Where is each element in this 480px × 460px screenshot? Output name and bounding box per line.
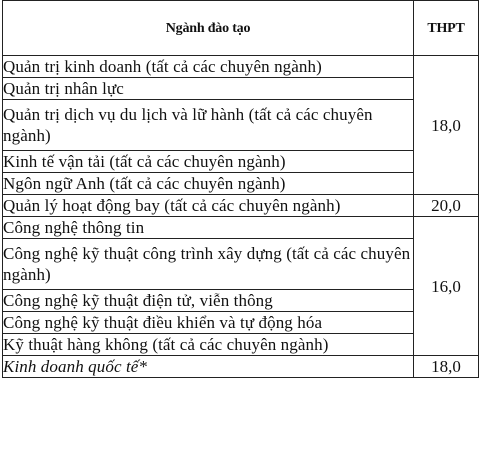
table-row <box>3 100 479 151</box>
table-header-row <box>3 1 479 56</box>
table-row <box>3 334 479 356</box>
major-cell: Kinh doanh quốc tế* <box>3 356 414 378</box>
table-row <box>3 78 479 100</box>
admission-score-table <box>2 0 479 378</box>
major-cell: Quản trị dịch vụ du lịch và lữ hành (tất cả các chuyên ngành) <box>3 100 414 151</box>
major-cell: Kỹ thuật hàng không (tất cả các chuyên ngành) <box>3 334 414 356</box>
score-cell: 16,0 <box>414 217 479 356</box>
major-cell: Công nghệ kỹ thuật công trình xây dựng (tất cả các chuyên ngành) <box>3 239 414 290</box>
major-cell: Quản trị nhân lực <box>3 78 414 100</box>
table-row <box>3 239 479 290</box>
major-cell: Quản trị kinh doanh (tất cả các chuyên ngành) <box>3 56 414 78</box>
table-row <box>3 217 479 239</box>
table-row <box>3 312 479 334</box>
major-cell: Công nghệ kỹ thuật điện tử, viễn thông <box>3 290 414 312</box>
table-row <box>3 151 479 173</box>
score-cell: 18,0 <box>414 56 479 195</box>
table-row <box>3 173 479 195</box>
score-cell: 18,0 <box>414 356 479 378</box>
table-row <box>3 290 479 312</box>
major-cell: Công nghệ kỹ thuật điều khiển và tự động hóa <box>3 312 414 334</box>
table-row <box>3 195 479 217</box>
major-cell: Quản lý hoạt động bay (tất cả các chuyên ngành) <box>3 195 414 217</box>
score-cell: 20,0 <box>414 195 479 217</box>
table-row <box>3 356 479 378</box>
header-major: Ngành đào tạo <box>3 1 414 56</box>
major-cell: Kinh tế vận tải (tất cả các chuyên ngành) <box>3 151 414 173</box>
major-cell: Công nghệ thông tin <box>3 217 414 239</box>
major-cell: Ngôn ngữ Anh (tất cả các chuyên ngành) <box>3 173 414 195</box>
header-score: THPT <box>414 1 479 56</box>
table-row <box>3 56 479 78</box>
